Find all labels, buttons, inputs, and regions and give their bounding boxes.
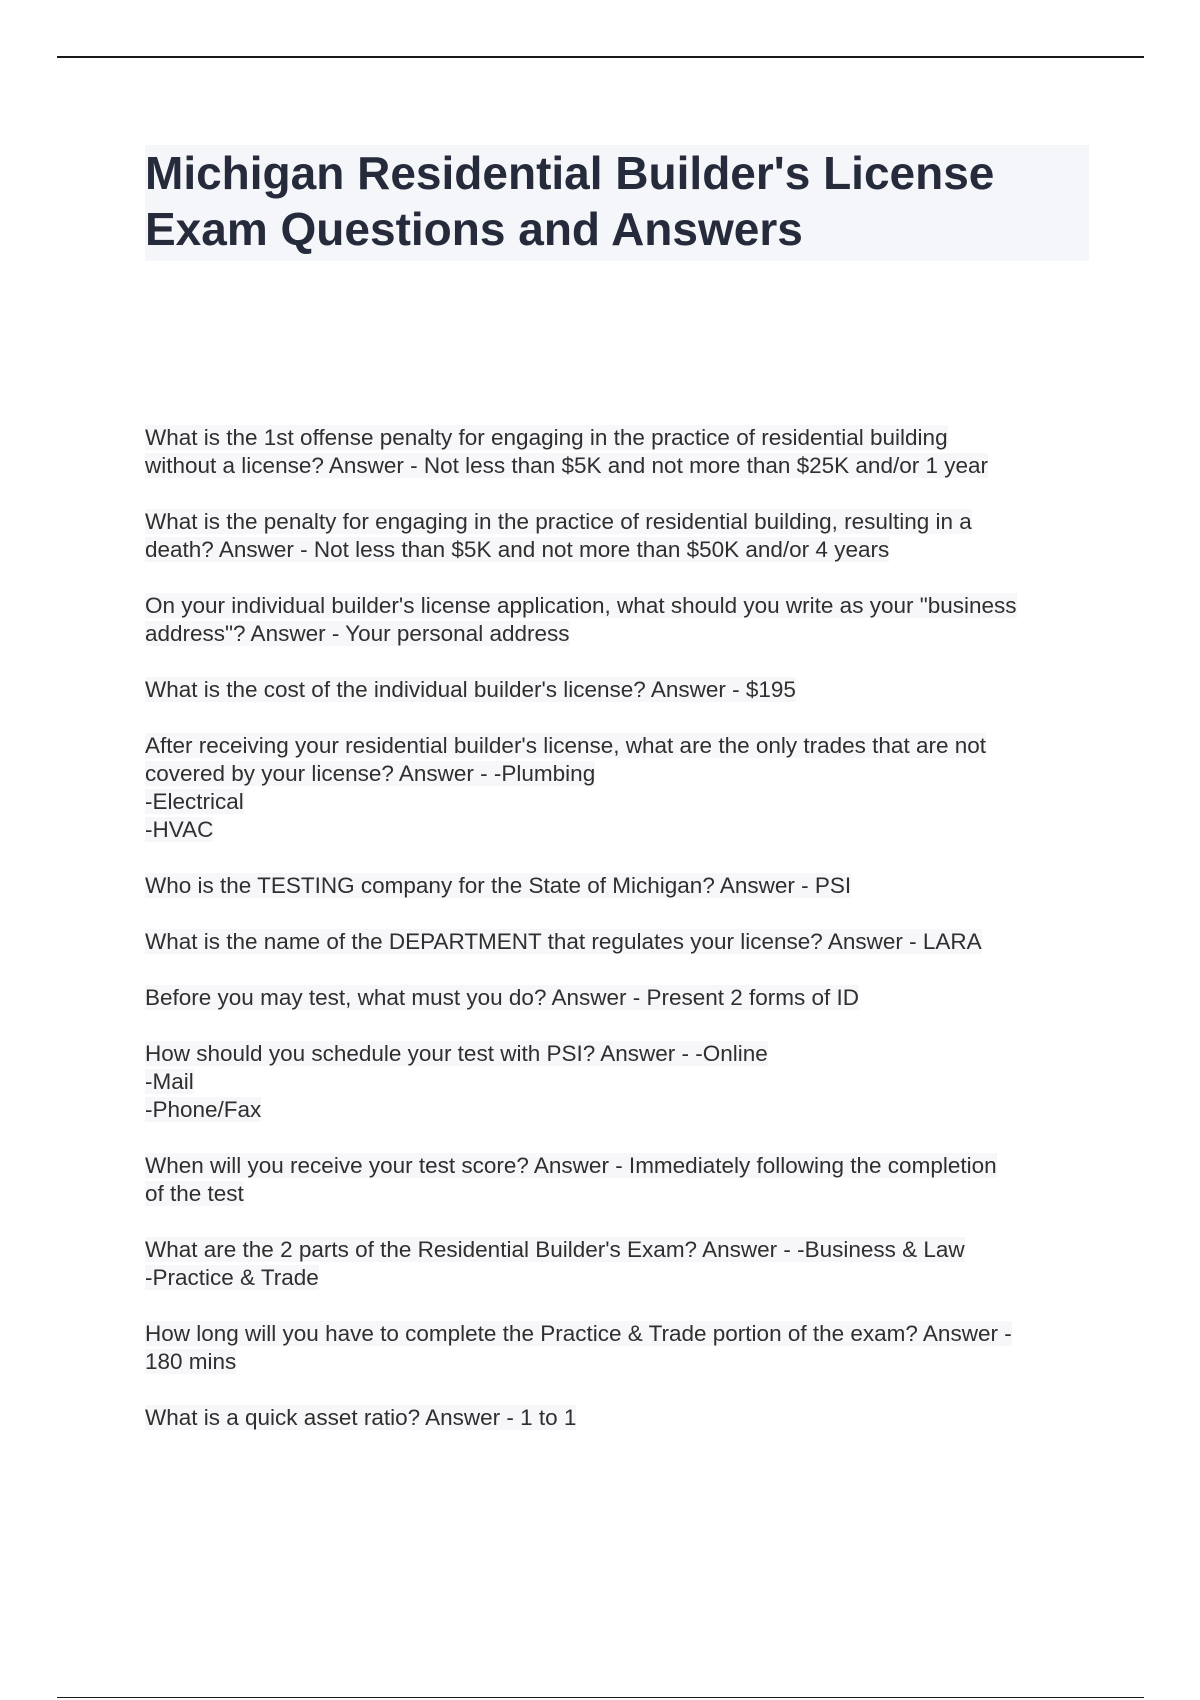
qa-text-line: How long will you have to complete the Practice & Trade portion of the exam? Answer -	[145, 1321, 1012, 1346]
qa-text-line: When will you receive your test score? Answer - Immediately following the completion	[145, 1153, 997, 1178]
qa-list	[145, 424, 1085, 1460]
qa-text-line: without a license? Answer - Not less than $5K and not more than $25K and/or 1 year	[145, 453, 989, 478]
qa-text-line: What is the penalty for engaging in the practice of residential building, resulting in a	[145, 509, 972, 534]
qa-text-line: covered by your license? Answer - -Plumbing	[145, 761, 596, 786]
page-title-line-2: Exam Questions and Answers	[145, 203, 803, 255]
qa-text-line: -Electrical	[145, 789, 244, 814]
qa-text-line: On your individual builder's license application, what should you write as your "business	[145, 593, 1017, 618]
qa-text-line: -Mail	[145, 1069, 194, 1094]
qa-item	[145, 508, 1085, 564]
qa-item	[145, 424, 1085, 480]
qa-text-line: of the test	[145, 1181, 244, 1206]
page-title	[145, 145, 1089, 261]
qa-text-line: 180 mins	[145, 1349, 237, 1374]
qa-text-line: What is the name of the DEPARTMENT that regulates your license? Answer - LARA	[145, 929, 982, 954]
qa-item	[145, 1040, 1085, 1124]
qa-item	[145, 1404, 1085, 1432]
qa-text-line: What is a quick asset ratio? Answer - 1 to 1	[145, 1405, 577, 1430]
qa-text-line: Who is the TESTING company for the State of Michigan? Answer - PSI	[145, 873, 852, 898]
qa-item	[145, 732, 1085, 844]
qa-item	[145, 928, 1085, 956]
qa-text-line: How should you schedule your test with PSI? Answer - -Online	[145, 1041, 768, 1066]
qa-text-line: address"? Answer - Your personal address	[145, 621, 570, 646]
qa-item	[145, 1152, 1085, 1208]
qa-text-line: death? Answer - Not less than $5K and not more than $50K and/or 4 years	[145, 537, 890, 562]
qa-item	[145, 592, 1085, 648]
qa-text-line: -HVAC	[145, 817, 214, 842]
qa-text-line: What is the cost of the individual builder's license? Answer - $195	[145, 677, 796, 702]
qa-text-line: Before you may test, what must you do? Answer - Present 2 forms of ID	[145, 985, 860, 1010]
qa-text-line: -Practice & Trade	[145, 1265, 319, 1290]
qa-text-line: -Phone/Fax	[145, 1097, 262, 1122]
top-rule	[57, 56, 1144, 58]
bottom-rule	[57, 1697, 1144, 1698]
qa-item	[145, 1320, 1085, 1376]
page-title-line-1: Michigan Residential Builder's License	[145, 147, 995, 199]
qa-item	[145, 872, 1085, 900]
qa-text-line: What is the 1st offense penalty for engaging in the practice of residential building	[145, 425, 948, 450]
qa-item	[145, 984, 1085, 1012]
qa-item	[145, 676, 1085, 704]
qa-text-line: What are the 2 parts of the Residential Builder's Exam? Answer - -Business & Law	[145, 1237, 965, 1262]
qa-text-line: After receiving your residential builder's license, what are the only trades that are not	[145, 733, 986, 758]
qa-item	[145, 1236, 1085, 1292]
